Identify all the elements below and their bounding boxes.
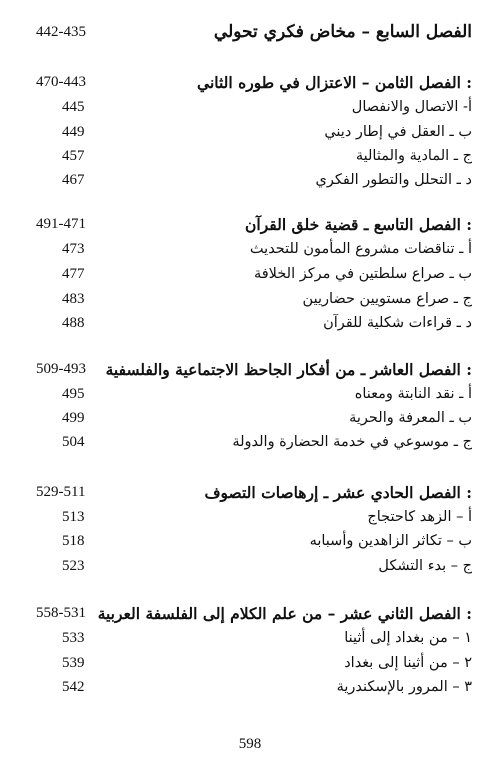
item-page: 513: [62, 508, 85, 525]
item-title: ب – تكاثر الزاهدين وأسبابه: [309, 533, 472, 549]
item-page: 483: [62, 290, 85, 307]
toc-item: [36, 168, 472, 192]
item-title: أ ـ تناقضات مشروع المأمون للتحديث: [249, 241, 472, 257]
item-title: ج ـ موسوعي في خدمة الحضارة والدولة: [232, 434, 472, 450]
item-title: ج ـ المادية والمثالية: [355, 148, 472, 164]
toc-item: [36, 311, 472, 335]
item-page: 449: [62, 123, 85, 140]
chapter-page-range: 470-443: [36, 73, 86, 90]
toc-item: [36, 675, 472, 699]
item-page: 533: [62, 629, 85, 646]
item-title: أ ـ نقد النابتة ومعناه: [354, 386, 472, 402]
toc-chapter-10: [36, 357, 472, 381]
toc-item: [36, 651, 472, 675]
item-title: ج – بدء التشكل: [378, 558, 472, 574]
toc-chapter-11: [36, 480, 472, 504]
item-title: ج ـ صراع مستويين حضاريين: [302, 291, 472, 307]
chapter-page-range: 558-531: [36, 604, 86, 621]
item-title: أ – الزهد كاحتجاج: [367, 509, 472, 525]
item-page: 499: [62, 409, 85, 426]
toc-item: [36, 505, 472, 529]
chapter-page-range: 529-511: [36, 483, 86, 500]
toc-item: [36, 95, 472, 119]
item-title: أ- الاتصال والانفصال: [351, 99, 472, 115]
chapter-page-range: 442-435: [36, 23, 86, 40]
toc-chapter-12: [36, 601, 472, 625]
item-title: ب ـ صراع سلطتين في مركز الخلافة: [253, 266, 472, 282]
toc-item: [36, 120, 472, 144]
toc-item: [36, 626, 472, 650]
toc-item: [36, 262, 472, 286]
chapter-title: الفصل التاسع ـ قضية خلق القرآن :: [245, 214, 472, 234]
toc-item: [36, 237, 472, 261]
item-page: 504: [62, 433, 85, 450]
toc-item: [36, 406, 472, 430]
toc-chapter-7: [36, 20, 472, 44]
chapter-title: الفصل الحادي عشر ـ إرهاصات التصوف :: [204, 482, 472, 502]
toc-item: [36, 554, 472, 578]
item-title: د ـ التحلل والتطور الفكري: [315, 172, 472, 188]
item-title: د ـ قراءات شكلية للقرآن: [323, 315, 472, 331]
toc-chapter-9: [36, 212, 472, 236]
toc-item: [36, 382, 472, 406]
item-page: 542: [62, 678, 85, 695]
page-number: 598: [238, 736, 262, 752]
item-title: ب ـ العقل في إطار ديني: [324, 124, 472, 140]
chapter-title: الفصل السابع – مخاض فكري تحولي: [213, 22, 472, 42]
chapter-title: الفصل الثامن – الاعتزال في طوره الثاني :: [197, 72, 472, 92]
item-page: 518: [62, 532, 85, 549]
item-title: ١ – من بغداد إلى أثينا: [344, 630, 472, 646]
chapter-page-range: 509-493: [36, 360, 86, 377]
toc-item: [36, 144, 472, 168]
chapter-title: الفصل العاشر ـ من أفكار الجاحظ الاجتماعية والفلسفية :: [105, 359, 472, 379]
item-page: 457: [62, 147, 85, 164]
chapter-title: الفصل الثاني عشر – من علم الكلام إلى الفلسفة العربية :: [97, 603, 472, 623]
item-page: 477: [62, 265, 85, 282]
toc-item: [36, 287, 472, 311]
chapter-page-range: 491-471: [36, 215, 86, 232]
item-title: ٢ – من أثينا إلى بغداد: [344, 655, 472, 671]
toc-item: [36, 529, 472, 553]
toc-item: [36, 430, 472, 454]
item-page: 445: [62, 98, 85, 115]
toc-chapter-8: [36, 70, 472, 94]
item-page: 495: [62, 385, 85, 402]
item-page: 473: [62, 240, 85, 257]
item-page: 488: [62, 314, 85, 331]
item-page: 467: [62, 171, 85, 188]
item-title: ٣ – المرور بالإسكندرية: [336, 679, 472, 695]
item-page: 523: [62, 557, 85, 574]
item-title: ب ـ المعرفة والحرية: [349, 410, 472, 426]
item-page: 539: [62, 654, 85, 671]
